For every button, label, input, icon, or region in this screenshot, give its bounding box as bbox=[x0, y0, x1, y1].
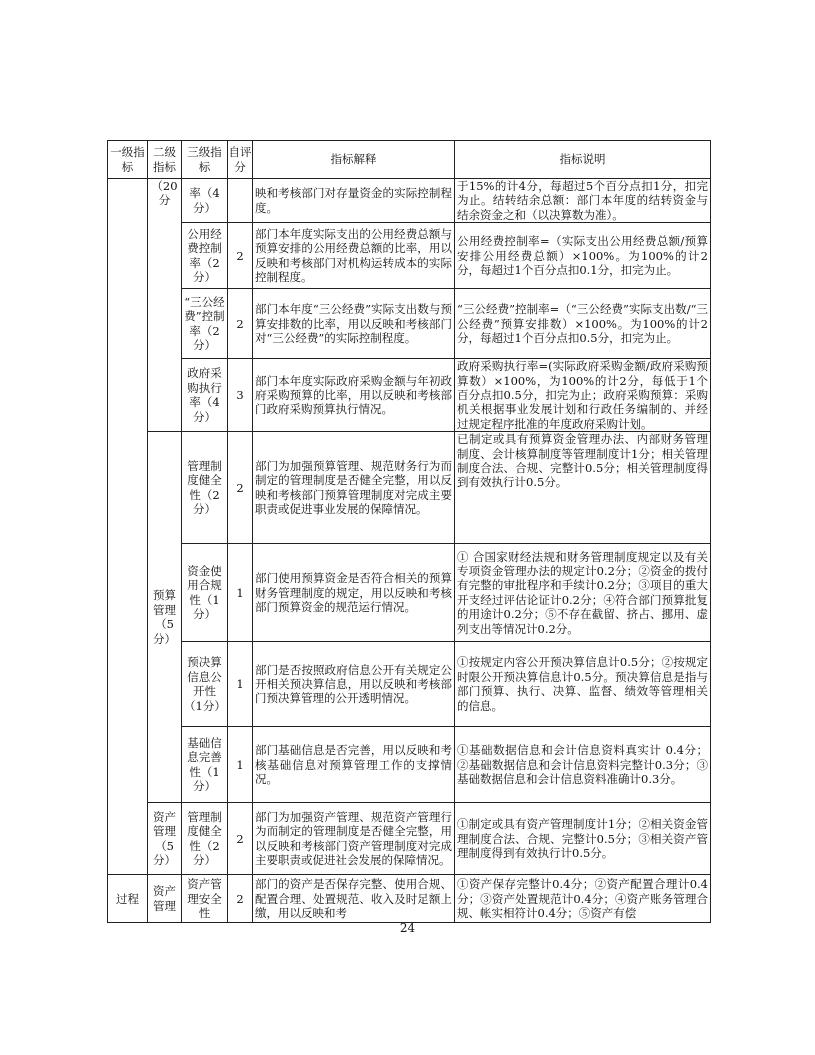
level3-cell: 率（4分） bbox=[182, 179, 228, 223]
score-cell bbox=[228, 179, 253, 223]
header-level2: 二级指标 bbox=[148, 141, 182, 179]
description-cell: “三公经费”控制率=（“三公经费”实际支出数/“三公经费”预算安排数）×100%。为100%的计2分，每超过1个百分点扣0.5分，扣完为止。 bbox=[455, 289, 711, 359]
description-cell: ① 合国家财经法规和财务管理制度规定以及有关专项资金管理办法的规定计0.2分；②资金的拨付有完整的审批程序和手续计0.2分；③项目的重大开支经过评估论证计0.2分；④符合部门预算批复的用途计0.2分；⑤不存在截留、挤占、挪用、虚列支出等情况计0.2分。 bbox=[455, 544, 711, 642]
interpretation-cell: 部门的资产是否保存完整、使用合规、配置合理、处置规范、收入及时足额上缴，用以反映和考 bbox=[253, 875, 455, 923]
table-row bbox=[108, 727, 711, 803]
description-cell: ①制定或具有资产管理制度计1分；②相关资金管理制度合法、合规、完整计0.5分；③相关资产管理制度得到有效执行计0.5分。 bbox=[455, 803, 711, 875]
level2-cell: （20分 bbox=[148, 179, 182, 432]
score-cell: 2 bbox=[228, 289, 253, 359]
interpretation-cell: 部门本年度实际支出的公用经费总额与预算安排的公用经费总额的比率，用以反映和考核部门对机构运转成本的实际控制程度。 bbox=[253, 223, 455, 289]
table-row bbox=[108, 544, 711, 642]
header-self-score: 自评分 bbox=[228, 141, 253, 179]
description-cell: ①资产保存完整计0.4分；②资产配置合理计0.4分；③资产处置规范计0.4分；④资产账务管理合规、帐实相符计0.4分；⑤资产有偿 bbox=[455, 875, 711, 923]
level3-cell: 资产管理安全性 bbox=[182, 875, 228, 923]
level2-cell: 资产管理 bbox=[148, 875, 182, 923]
interpretation-cell: 部门是否按照政府信息公开有关规定公开相关预决算信息，用以反映和考核部门预决算管理的公开透明情况。 bbox=[253, 642, 455, 727]
level1-cell-empty bbox=[108, 179, 148, 875]
header-description: 指标说明 bbox=[455, 141, 711, 179]
description-cell: 于15%的计4分，每超过5个百分点扣1分，扣完为止。结转结余总额：部门本年度的结转资金与结余资金之和（以决算数为准）。 bbox=[455, 179, 711, 223]
interpretation-cell: 部门本年度“三公经费”实际支出数与预算安排数的比率，用以反映和考核部门对“三公经费”的实际控制程度。 bbox=[253, 289, 455, 359]
table-row bbox=[108, 289, 711, 359]
level3-cell: 资金使用合规性（1分） bbox=[182, 544, 228, 642]
interpretation-cell: 部门为加强预算管理、规范财务行为而制定的管理制度是否健全完整，用以反映和考核部门预算管理制度对完成主要职责或促进事业发展的保障情况。 bbox=[253, 432, 455, 544]
score-cell: 1 bbox=[228, 642, 253, 727]
table-row bbox=[108, 359, 711, 432]
level3-cell: 公用经费控制率（2分） bbox=[182, 223, 228, 289]
description-cell: ①基础数据信息和会计信息资料真实计 0.4分；②基础数据信息和会计信息资料完整计0.3分；③基础数据信息和会计信息资料准确计0.3分。 bbox=[455, 727, 711, 803]
score-cell: 2 bbox=[228, 223, 253, 289]
level3-cell: 管理制度健全性（2分） bbox=[182, 432, 228, 544]
table-row bbox=[108, 223, 711, 289]
description-cell: ①按规定内容公开预决算信息计0.5分；②按规定时限公开预决算信息计0.5分。预决算信息是指与部门预算、执行、决算、监督、绩效等管理相关的信息。 bbox=[455, 642, 711, 727]
interpretation-cell: 部门为加强资产管理、规范资产管理行为而制定的管理制度是否健全完整，用以反映和考核部门资产管理制度对完成主要职责或促进社会发展的保障情况。 bbox=[253, 803, 455, 875]
level1-cell: 过程 bbox=[108, 875, 148, 923]
table-row bbox=[108, 642, 711, 727]
interpretation-cell: 部门基础信息是否完善，用以反映和考核基础信息对预算管理工作的支撑情况。 bbox=[253, 727, 455, 803]
interpretation-cell: 映和考核部门对存量资金的实际控制程度。 bbox=[253, 179, 455, 223]
level2-cell: 预算管理（5分） bbox=[148, 432, 182, 803]
level3-cell: “三公经费”控制率（2分） bbox=[182, 289, 228, 359]
evaluation-table bbox=[107, 140, 711, 923]
table-row bbox=[108, 179, 711, 223]
table-row bbox=[108, 803, 711, 875]
interpretation-cell: 部门使用预算资金是否符合相关的预算财务管理制度的规定，用以反映和考核部门预算资金的规范运行情况。 bbox=[253, 544, 455, 642]
level3-cell: 预决算信息公开性（1分） bbox=[182, 642, 228, 727]
level3-cell: 基础信息完善性（1分） bbox=[182, 727, 228, 803]
level3-cell: 政府采购执行率（4分） bbox=[182, 359, 228, 432]
level3-cell: 管理制度健全性（2分） bbox=[182, 803, 228, 875]
table-row bbox=[108, 432, 711, 544]
header-interpretation: 指标解释 bbox=[253, 141, 455, 179]
score-cell: 1 bbox=[228, 544, 253, 642]
description-cell: 政府采购执行率=(实际政府采购金额/政府采购预算数）×100%，为100%的计2分，每低于1个百分点扣0.5分，扣完为止；政府采购预算：采购机关根据事业发展计划和行政任务编制的、并经过规定程序批准的年度政府采购计划。 bbox=[455, 359, 711, 432]
table-row bbox=[108, 875, 711, 923]
score-cell: 2 bbox=[228, 432, 253, 544]
header-row bbox=[108, 141, 711, 179]
page-number: 24 bbox=[399, 921, 416, 935]
description-cell: 公用经费控制率=（实际支出公用经费总额/预算安排公用经费总额）×100%。为100%的计2分，每超过1个百分点扣0.1分，扣完为止。 bbox=[455, 223, 711, 289]
description-cell: 已制定或具有预算资金管理办法、内部财务管理制度、会计核算制度等管理制度计1分；相关管理制度合法、合规、完整计0.5分；相关管理制度得到有效执行计0.5分。 bbox=[455, 432, 711, 544]
score-cell: 2 bbox=[228, 875, 253, 923]
score-cell: 2 bbox=[228, 803, 253, 875]
interpretation-cell: 部门本年度实际政府采购金额与年初政府采购预算的比率，用以反映和考核部门政府采购预算执行情况。 bbox=[253, 359, 455, 432]
header-level3: 三级指标 bbox=[182, 141, 228, 179]
header-level1: 一级指标 bbox=[108, 141, 148, 179]
level2-cell: 资产管理（5分） bbox=[148, 803, 182, 875]
score-cell: 1 bbox=[228, 727, 253, 803]
score-cell: 3 bbox=[228, 359, 253, 432]
